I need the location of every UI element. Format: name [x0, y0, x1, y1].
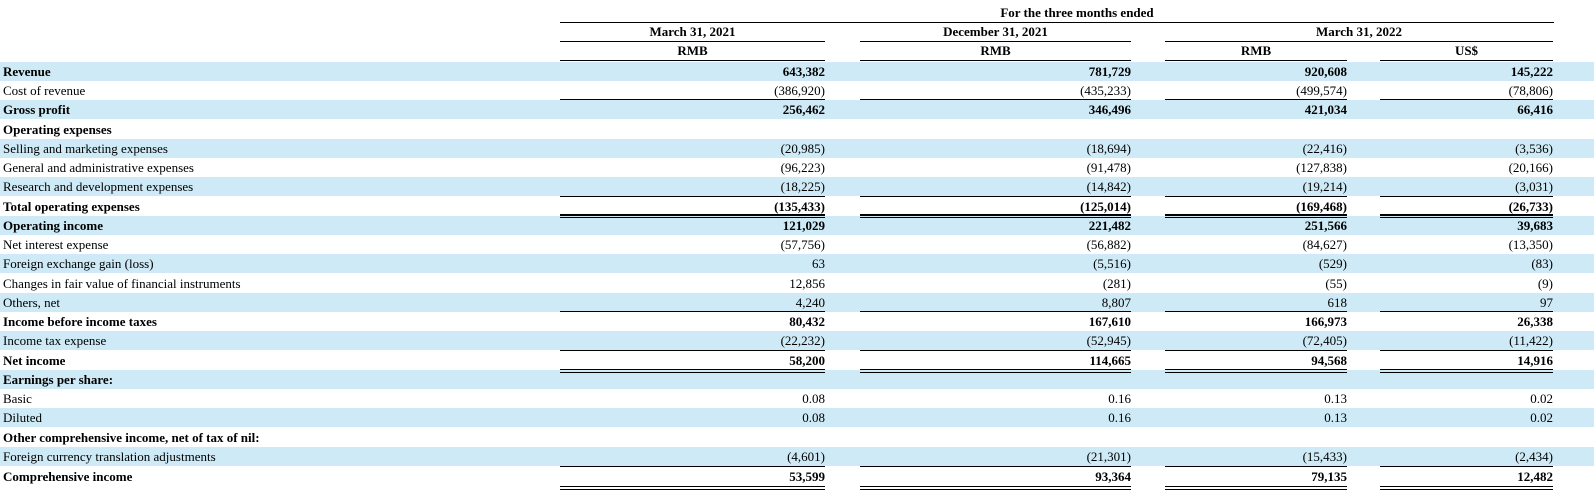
value-q1-2022-usd: 14,916: [1517, 353, 1553, 368]
value-q1-2021: 0.08: [802, 391, 825, 406]
rule-gross-profit-col2: [860, 99, 1131, 100]
value-q1-2021: (20,985): [780, 141, 825, 156]
value-q1-2022-usd: (3,031): [1515, 179, 1553, 194]
row-comprehensive-income: [0, 467, 1594, 486]
value-q1-2022-usd: 39,683: [1517, 218, 1553, 233]
value-q4-2021: (56,882): [1086, 237, 1131, 252]
value-q1-2022-rmb: (55): [1325, 276, 1347, 291]
row-label: Comprehensive income: [3, 469, 133, 484]
double-rule-total-opex-col3: [1165, 214, 1347, 218]
rule-income-before-taxes-col2: [860, 311, 1131, 312]
row-eps-diluted: [0, 408, 1594, 427]
value-q1-2022-usd: 145,222: [1510, 64, 1553, 79]
value-q1-2022-rmb: 421,034: [1304, 102, 1347, 117]
value-q1-2021: (18,225): [780, 179, 825, 194]
rule-gross-profit-col4: [1380, 99, 1553, 100]
row-operating-income: [0, 216, 1594, 235]
rule-net-income-col4: [1380, 350, 1553, 351]
row-label: Earnings per share:: [3, 372, 114, 387]
double-rule-comprehensive-col3: [1165, 486, 1347, 490]
value-q1-2022-usd: (2,434): [1515, 449, 1553, 464]
row-label: Total operating expenses: [3, 199, 140, 214]
rule-net-income-col1: [560, 350, 825, 351]
value-q1-2022-rmb: (529): [1318, 256, 1347, 271]
value-q1-2022-usd: (3,536): [1515, 141, 1553, 156]
currency-underline-4: [1380, 60, 1553, 61]
value-q1-2022-rmb: (127,838): [1296, 160, 1347, 175]
column-date-3: March 31, 2022: [1315, 24, 1403, 39]
value-q4-2021: (52,945): [1086, 333, 1131, 348]
row-operating-expenses-heading: [0, 120, 1594, 139]
double-rule-net-income-col1: [560, 369, 825, 373]
row-label: General and administrative expenses: [3, 160, 194, 175]
value-q4-2021: 8,807: [1101, 295, 1131, 310]
row-label: Other comprehensive income, net of tax of nil:: [3, 430, 260, 445]
value-q1-2021: 58,200: [789, 353, 825, 368]
double-rule-net-income-col2: [860, 369, 1131, 373]
value-q4-2021: 167,610: [1088, 314, 1131, 329]
value-q1-2021: 63: [812, 256, 825, 271]
value-q1-2022-usd: (26,733): [1508, 199, 1553, 214]
row-selling-marketing: [0, 139, 1594, 158]
double-rule-comprehensive-col1: [560, 486, 825, 490]
column-currency-4: US$: [1454, 43, 1479, 58]
value-q1-2021: 12,856: [789, 276, 825, 291]
value-q4-2021: 0.16: [1108, 410, 1131, 425]
rule-total-opex-top-col3: [1165, 196, 1347, 197]
row-income-tax-expense: [0, 331, 1594, 350]
value-q1-2022-rmb: 94,568: [1311, 353, 1347, 368]
value-q4-2021: (281): [1102, 276, 1131, 291]
value-q1-2021: 0.08: [802, 410, 825, 425]
value-q1-2022-usd: 0.02: [1530, 391, 1553, 406]
value-q1-2022-usd: (20,166): [1508, 160, 1553, 175]
rule-comprehensive-income-col1: [560, 466, 825, 467]
value-q4-2021: 114,665: [1089, 353, 1131, 368]
period-title: For the three months ended: [1000, 5, 1154, 20]
rule-comprehensive-income-col2: [860, 466, 1131, 467]
row-oci-heading: [0, 428, 1594, 447]
value-q1-2021: 80,432: [789, 314, 825, 329]
row-net-interest-expense: [0, 235, 1594, 254]
value-q1-2022-rmb: 79,135: [1311, 469, 1347, 484]
value-q1-2022-usd: (11,422): [1509, 333, 1553, 348]
value-q1-2022-usd: (9): [1537, 276, 1553, 291]
value-q1-2022-rmb: 0.13: [1324, 410, 1347, 425]
value-q4-2021: 0.16: [1108, 391, 1131, 406]
row-label: Operating income: [3, 218, 104, 233]
value-q1-2022-usd: (83): [1531, 256, 1553, 271]
rule-net-income-col2: [860, 350, 1131, 351]
value-q1-2022-usd: 26,338: [1517, 314, 1553, 329]
row-gross-profit: [0, 100, 1594, 119]
value-q1-2022-rmb: 0.13: [1324, 391, 1347, 406]
value-q1-2022-rmb: 251,566: [1304, 218, 1347, 233]
date-underline-2: [860, 41, 1131, 42]
currency-underline-1: [560, 60, 825, 61]
value-q1-2021: (57,756): [780, 237, 825, 252]
value-q1-2021: (386,920): [774, 83, 825, 98]
value-q1-2022-rmb: (169,468): [1296, 199, 1347, 214]
row-fair-value-changes: [0, 274, 1594, 293]
value-q1-2021: (4,601): [787, 449, 825, 464]
column-currency-3: RMB: [1240, 43, 1272, 58]
value-q1-2021: 643,382: [782, 64, 825, 79]
row-label: Foreign currency translation adjustments: [3, 449, 216, 464]
value-q4-2021: 93,364: [1095, 469, 1131, 484]
rule-total-opex-top-col2: [860, 196, 1131, 197]
row-cost-of-revenue: [0, 81, 1594, 100]
row-label: Net income: [3, 353, 66, 368]
date-underline-3: [1165, 41, 1553, 42]
row-label: Foreign exchange gain (loss): [3, 256, 154, 271]
value-q1-2022-rmb: 920,608: [1304, 64, 1347, 79]
row-label: Income tax expense: [3, 333, 107, 348]
row-label: Operating expenses: [3, 122, 112, 137]
currency-underline-2: [860, 60, 1131, 61]
rule-total-opex-top-col1: [560, 196, 825, 197]
currency-underline-3: [1165, 60, 1347, 61]
row-income-before-taxes: [0, 312, 1594, 331]
rule-comprehensive-income-col4: [1380, 466, 1553, 467]
rule-gross-profit-col1: [560, 99, 825, 100]
value-q4-2021: (435,233): [1080, 83, 1131, 98]
value-q4-2021: (14,842): [1086, 179, 1131, 194]
double-rule-net-income-col4: [1380, 369, 1553, 373]
row-revenue: [0, 62, 1594, 81]
row-label: Gross profit: [3, 102, 71, 117]
row-label: Selling and marketing expenses: [3, 141, 168, 156]
row-label: Changes in fair value of financial instruments: [3, 276, 241, 291]
rule-comprehensive-income-col3: [1165, 466, 1347, 467]
header-rule-top: [560, 22, 1554, 23]
row-net-income: [0, 351, 1594, 370]
double-rule-comprehensive-col4: [1380, 486, 1553, 490]
double-rule-comprehensive-col2: [860, 486, 1131, 490]
value-q1-2022-usd: (13,350): [1508, 237, 1553, 252]
row-currency-translation: [0, 447, 1594, 466]
row-research-development: [0, 177, 1594, 196]
value-q4-2021: (18,694): [1086, 141, 1131, 156]
double-rule-total-opex-col2: [860, 214, 1131, 218]
value-q1-2022-rmb: (19,214): [1302, 179, 1347, 194]
row-general-admin: [0, 158, 1594, 177]
value-q4-2021: 221,482: [1088, 218, 1131, 233]
value-q4-2021: (125,014): [1080, 199, 1131, 214]
value-q4-2021: (21,301): [1086, 449, 1131, 464]
double-rule-total-opex-col1: [560, 214, 825, 218]
value-q1-2021: 121,029: [782, 218, 825, 233]
value-q4-2021: 781,729: [1088, 64, 1131, 79]
column-date-2: December 31, 2021: [943, 24, 1048, 39]
row-label: Others, net: [3, 295, 61, 310]
value-q1-2021: 256,462: [782, 102, 825, 117]
column-currency-2: RMB: [980, 43, 1011, 58]
row-label: Revenue: [3, 64, 51, 79]
value-q1-2022-rmb: (72,405): [1302, 333, 1347, 348]
value-q4-2021: 346,496: [1088, 102, 1131, 117]
row-label: Basic: [3, 391, 32, 406]
rule-income-before-taxes-col4: [1380, 311, 1553, 312]
value-q1-2022-usd: 0.02: [1530, 410, 1553, 425]
row-others-net: [0, 293, 1594, 312]
value-q1-2021: (96,223): [780, 160, 825, 175]
value-q1-2022-rmb: (499,574): [1296, 83, 1347, 98]
rule-income-before-taxes-col3: [1165, 311, 1347, 312]
value-q1-2022-usd: 12,482: [1517, 469, 1553, 484]
value-q1-2022-rmb: (15,433): [1302, 449, 1347, 464]
column-currency-1: RMB: [677, 43, 708, 58]
rule-gross-profit-col3: [1165, 99, 1347, 100]
row-label: Research and development expenses: [3, 179, 194, 194]
row-label: Net interest expense: [3, 237, 109, 252]
value-q1-2022-rmb: (84,627): [1302, 237, 1347, 252]
value-q1-2022-usd: 66,416: [1517, 102, 1553, 117]
value-q1-2021: (22,232): [780, 333, 825, 348]
value-q1-2021: (135,433): [774, 199, 825, 214]
row-foreign-exchange: [0, 254, 1594, 273]
value-q1-2022-rmb: 618: [1327, 295, 1347, 310]
value-q1-2021: 4,240: [795, 295, 825, 310]
value-q1-2022-usd: (78,806): [1508, 83, 1553, 98]
value-q4-2021: (91,478): [1086, 160, 1131, 175]
value-q1-2022-rmb: 166,973: [1304, 314, 1347, 329]
value-q1-2021: 53,599: [789, 469, 825, 484]
double-rule-total-opex-col4: [1380, 214, 1553, 218]
date-underline-1: [560, 41, 825, 42]
double-rule-net-income-col3: [1165, 369, 1347, 373]
row-label: Cost of revenue: [3, 83, 86, 98]
row-eps-basic: [0, 389, 1594, 408]
value-q1-2022-usd: 97: [1540, 295, 1553, 310]
value-q1-2022-rmb: (22,416): [1302, 141, 1347, 156]
row-label: Income before income taxes: [3, 314, 157, 329]
rule-total-opex-top-col4: [1380, 196, 1553, 197]
row-label: Diluted: [3, 410, 42, 425]
rule-net-income-col3: [1165, 350, 1347, 351]
value-q4-2021: (5,516): [1093, 256, 1131, 271]
column-date-1: March 31, 2021: [649, 24, 736, 39]
rule-income-before-taxes-col1: [560, 311, 825, 312]
